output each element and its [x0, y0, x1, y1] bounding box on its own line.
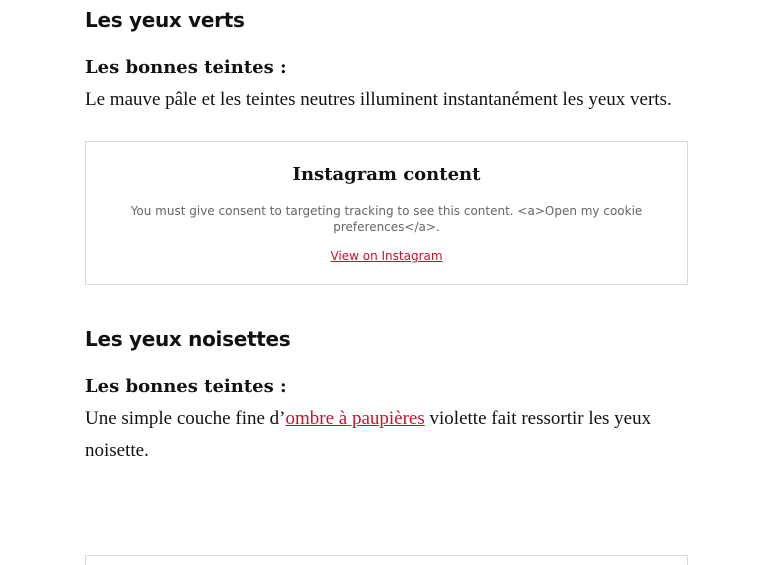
embed-title: Instagram content [292, 164, 481, 185]
section-subheading: Les bonnes teintes : [85, 376, 287, 397]
paragraph-text-before: Une simple couche fine d’ [85, 408, 286, 429]
view-on-instagram-link[interactable]: View on Instagram [330, 249, 443, 263]
section-heading-green-eyes: Les yeux verts [85, 8, 245, 32]
section-heading-hazel-eyes: Les yeux noisettes [85, 327, 291, 351]
instagram-embed-placeholder [85, 141, 688, 285]
section-paragraph: Le mauve pâle et les teintes neutres illuminent instantanément les yeux verts. [85, 89, 672, 110]
section-paragraph [85, 403, 688, 467]
article-body [85, 0, 688, 467]
paragraph-text-after: violette fait ressortir les yeux noisette. [85, 408, 652, 461]
section-subheading: Les bonnes teintes : [85, 57, 287, 78]
embed-consent-message: You must give consent to targeting tracking to see this content. <a>Open my cookie preferences</a>. [130, 204, 643, 234]
eyeshadow-link[interactable]: ombre à paupières [285, 408, 425, 429]
